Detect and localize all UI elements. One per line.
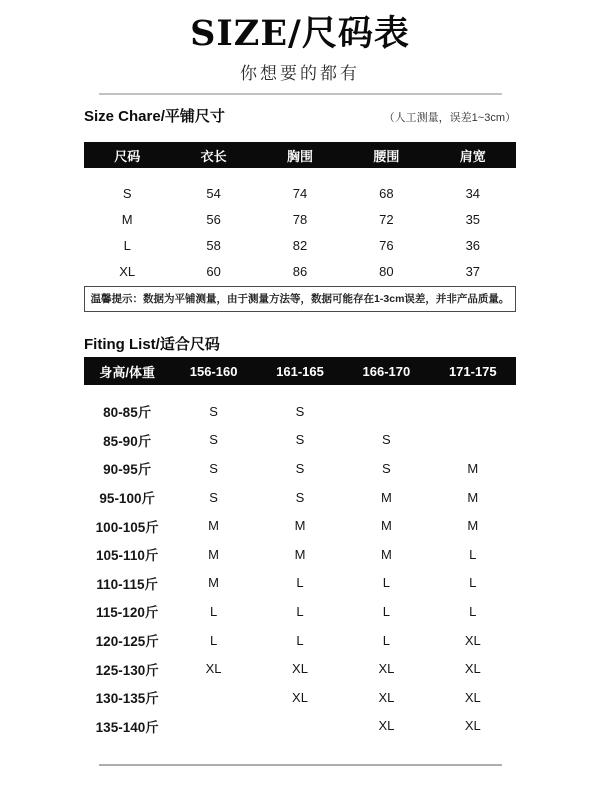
weight-range-label: 135-140斤 <box>95 719 159 735</box>
recommended-size: L <box>469 575 477 591</box>
column-header: 156-160 <box>189 363 238 379</box>
recommended-size: L <box>296 575 304 591</box>
weight-range-label: 120-125斤 <box>95 634 159 650</box>
fitting-list-heading <box>84 336 220 354</box>
column-header: 166-170 <box>362 363 411 379</box>
recommended-size: S <box>382 432 391 448</box>
recommended-size: XL <box>378 661 395 677</box>
recommended-size: M <box>208 575 220 591</box>
recommended-size: L <box>382 603 390 619</box>
recommended-size: XL <box>292 661 308 677</box>
weight-range-label: 100-105斤 <box>95 519 159 535</box>
table-row <box>84 597 516 626</box>
waist-value: 76 <box>379 237 394 253</box>
fitting-list-section-header <box>84 336 516 354</box>
recommended-size: M <box>467 460 479 476</box>
recommended-size: S <box>209 489 218 505</box>
recommended-size: L <box>296 632 304 648</box>
size-chart-header-row <box>84 142 516 168</box>
recommended-size: S <box>209 460 218 476</box>
bust-value: 86 <box>292 263 308 279</box>
weight-range-label: 125-130斤 <box>95 662 159 678</box>
shoulder-value: 37 <box>465 263 481 279</box>
page-title: SIZE/尺码表 <box>190 13 410 54</box>
length-value: 60 <box>206 263 221 279</box>
size-label: M <box>121 211 133 227</box>
size-label: XL <box>119 263 136 279</box>
length-value: 56 <box>206 211 221 227</box>
measurement-tip: 温馨提示：数据为平铺测量，由于测量方法等，数据可能存在1-3cm误差，并非产品质量。 <box>84 286 516 312</box>
weight-range-label: 85-90斤 <box>103 433 152 449</box>
waist-value: 68 <box>379 185 394 201</box>
recommended-size: L <box>209 603 218 619</box>
table-row <box>84 397 516 426</box>
bust-value: 74 <box>292 185 308 201</box>
recommended-size: M <box>294 518 306 534</box>
recommended-size: M <box>380 546 392 562</box>
size-chart-heading-en: Size Chare <box>84 108 161 125</box>
column-header: 衣长 <box>200 148 227 164</box>
column-header: 胸围 <box>286 148 313 164</box>
table-row <box>84 180 516 206</box>
table-row <box>84 712 516 741</box>
column-header: 161-165 <box>276 363 324 379</box>
top-divider <box>99 93 502 95</box>
recommended-size: L <box>469 546 477 562</box>
column-header: 肩宽 <box>459 148 486 164</box>
recommended-size: S <box>295 460 305 476</box>
bust-value: 78 <box>292 211 308 227</box>
column-header: 身高/体重 <box>99 364 155 380</box>
recommended-size: XL <box>205 661 222 677</box>
length-value: 58 <box>206 237 221 253</box>
table-row <box>84 569 516 598</box>
recommended-size: M <box>380 489 392 505</box>
table-row <box>84 483 516 512</box>
table-row <box>84 654 516 683</box>
recommended-size: S <box>209 403 218 419</box>
waist-value: 72 <box>379 211 394 227</box>
page-subtitle: 你想要的都有 <box>240 64 360 83</box>
size-chart-heading <box>84 108 225 126</box>
recommended-size: XL <box>464 661 481 677</box>
recommended-size: S <box>295 403 305 419</box>
size-label: L <box>123 237 131 253</box>
recommended-size: XL <box>464 718 481 734</box>
weight-range-label: 95-100斤 <box>99 491 155 507</box>
size-chart-section-header <box>84 108 516 126</box>
bottom-divider <box>99 764 502 766</box>
recommended-size: XL <box>292 689 308 705</box>
fitting-list-body <box>84 385 516 740</box>
recommended-size: S <box>295 489 305 505</box>
recommended-size: XL <box>378 718 395 734</box>
recommended-size: XL <box>464 632 481 648</box>
table-row <box>84 626 516 655</box>
fitting-list-heading-en: Fiting List <box>84 336 156 353</box>
recommended-size: L <box>209 632 218 648</box>
recommended-size: XL <box>464 689 481 705</box>
recommended-size: S <box>209 432 218 448</box>
recommended-size: L <box>382 632 390 648</box>
waist-value: 80 <box>379 263 394 279</box>
recommended-size: M <box>208 518 220 534</box>
recommended-size: S <box>295 432 305 448</box>
column-header: 171-175 <box>448 363 497 379</box>
weight-range-label: 110-115斤 <box>96 576 158 592</box>
size-chart-body <box>84 168 516 284</box>
weight-range-label: 115-120斤 <box>96 605 159 621</box>
table-row <box>84 511 516 540</box>
recommended-size: L <box>382 575 390 591</box>
fitting-list-header-row <box>84 357 516 385</box>
table-row <box>84 683 516 712</box>
weight-range-label: 130-135斤 <box>95 691 159 707</box>
size-chart-heading-zh: /平铺尺寸 <box>160 108 225 125</box>
weight-range-label: 80-85斤 <box>103 405 152 421</box>
recommended-size: M <box>467 518 479 534</box>
table-row <box>84 426 516 455</box>
recommended-size: L <box>469 603 477 619</box>
recommended-size: M <box>467 489 479 505</box>
recommended-size: XL <box>378 689 395 705</box>
weight-range-label: 105-110斤 <box>96 548 159 564</box>
bust-value: 82 <box>292 237 308 253</box>
table-row <box>84 258 516 284</box>
recommended-size: M <box>380 518 392 534</box>
recommended-size: M <box>208 546 220 562</box>
recommended-size: M <box>294 546 306 562</box>
table-row <box>84 206 516 232</box>
recommended-size: S <box>382 460 391 476</box>
fitting-list-heading-zh: /适合尺码 <box>155 336 220 353</box>
weight-range-label: 90-95斤 <box>103 462 152 478</box>
table-row <box>84 454 516 483</box>
measure-tolerance-note: （人工测量，误差1~3cm） <box>383 112 516 124</box>
column-header: 腰围 <box>373 148 400 164</box>
shoulder-value: 34 <box>465 185 481 201</box>
shoulder-value: 36 <box>465 237 481 253</box>
size-label: S <box>122 185 132 201</box>
table-row <box>84 540 516 569</box>
length-value: 54 <box>206 185 221 201</box>
table-row <box>84 232 516 258</box>
shoulder-value: 35 <box>465 211 481 227</box>
column-header: 尺码 <box>114 148 141 164</box>
recommended-size: L <box>296 603 304 619</box>
